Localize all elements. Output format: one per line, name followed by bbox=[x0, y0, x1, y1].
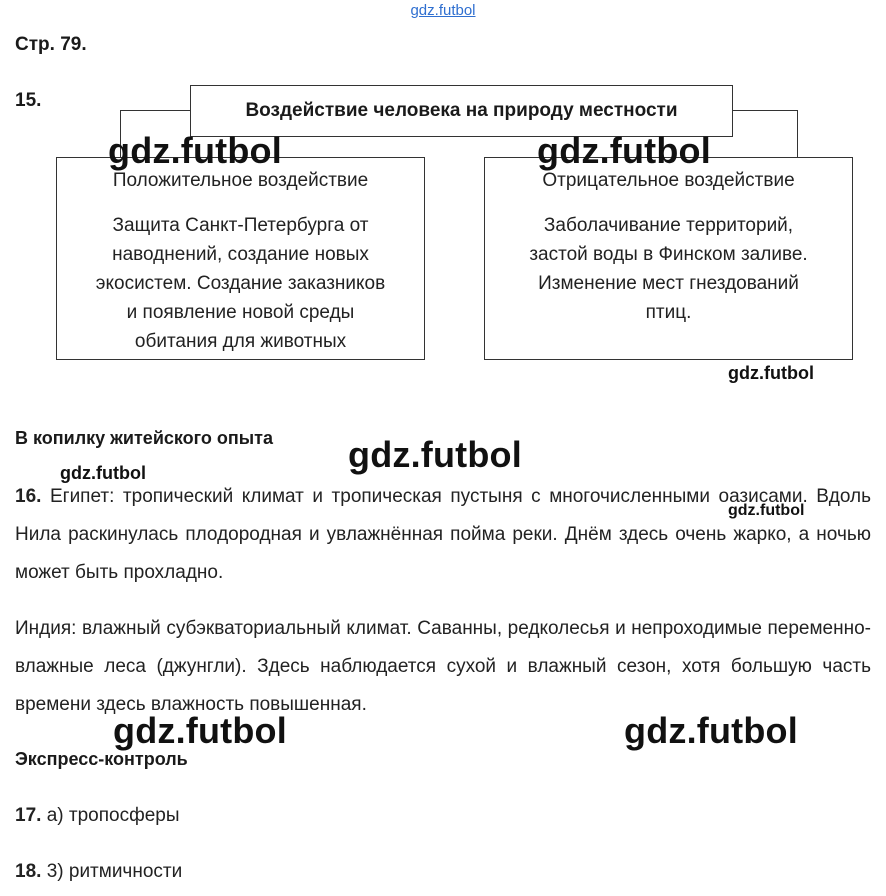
watermark-text: gdz.futbol bbox=[108, 130, 282, 171]
section-heading-experience: В копилку житейского опыта bbox=[15, 428, 273, 448]
positive-impact-line: наводнений, создание новых bbox=[112, 244, 369, 265]
positive-impact-line: обитания для животных bbox=[134, 331, 347, 352]
connector-right-horizontal bbox=[733, 110, 797, 111]
watermark-text: gdz.futbol bbox=[728, 502, 805, 519]
watermark-text: gdz.futbol bbox=[348, 434, 522, 475]
diagram-title: Воздействие человека на природу местности bbox=[245, 100, 678, 121]
task-16-egypt-text: Египет: тропический климат и тропическая пустыня с многочисленными оазисами. Вдоль Нила раскинулась плодородная и увлажнённая пойма реки. Днём здесь очень жарко, а ночью может быть прохладно. bbox=[15, 486, 871, 583]
positive-impact-heading: Положительное воздействие bbox=[112, 170, 369, 191]
positive-impact-line: экосистем. Создание заказников bbox=[95, 273, 386, 294]
connector-left-horizontal bbox=[120, 110, 190, 111]
section-heading-express: Экспресс-контроль bbox=[15, 749, 188, 769]
connector-right-vertical bbox=[797, 110, 798, 157]
positive-impact-line: и появление новой среды bbox=[126, 302, 355, 323]
task-18-row bbox=[15, 861, 182, 883]
watermark-text: gdz.futbol bbox=[113, 710, 287, 751]
page-label: Стр. 79. bbox=[15, 34, 87, 55]
watermark-text: gdz.futbol bbox=[624, 710, 798, 751]
negative-impact-line: Изменение мест гнездований bbox=[538, 273, 799, 294]
watermark-text: gdz.futbol bbox=[60, 463, 146, 483]
task-18-answer: 3) ритмичности bbox=[46, 861, 183, 882]
task-17-row bbox=[15, 805, 180, 827]
watermark-text: gdz.futbol bbox=[537, 130, 711, 171]
watermark-top-link[interactable]: gdz.futbol bbox=[410, 2, 476, 19]
negative-impact-heading: Отрицательное воздействие bbox=[542, 170, 795, 191]
task-16-india-paragraph: Индия: влажный субэкваториальный климат. Саванны, редколесья и непроходимые переменно-влажные леса (джунгли). Здесь наблюдается сухой и влажный сезон, хотя большую часть времени здесь влажность повышенная. bbox=[15, 618, 871, 715]
positive-impact-box bbox=[56, 157, 425, 360]
negative-impact-line: застой воды в Финском заливе. bbox=[529, 244, 808, 265]
positive-impact-line: Защита Санкт-Петербурга от bbox=[112, 215, 369, 236]
task-18-number: 18. bbox=[15, 861, 42, 882]
watermark-text: gdz.futbol bbox=[728, 363, 814, 383]
task-16-egypt-paragraph bbox=[15, 478, 871, 592]
task-17-answer: а) тропосферы bbox=[46, 805, 180, 826]
task-15-number: 15. bbox=[15, 90, 42, 111]
negative-impact-line: Заболачивание территорий, bbox=[543, 215, 794, 236]
negative-impact-line: птиц. bbox=[645, 302, 692, 323]
task-17-number: 17. bbox=[15, 805, 42, 826]
negative-impact-box bbox=[484, 157, 853, 360]
task-16-number: 16. bbox=[15, 486, 42, 507]
